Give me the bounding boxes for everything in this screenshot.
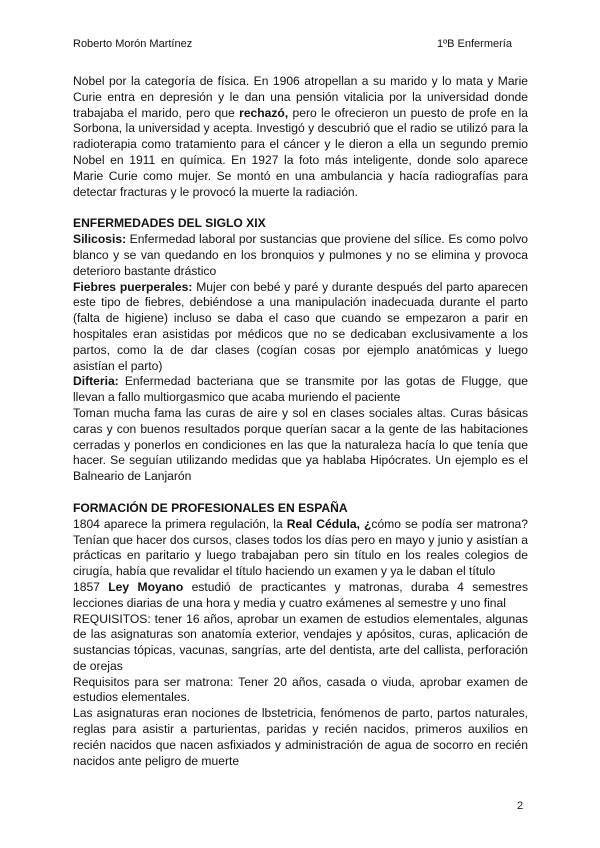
ley-moyano-bold: Ley Moyano <box>108 579 184 594</box>
intro-paragraph <box>73 74 528 200</box>
fiebres-text: Mujer con bebé y paré y durante después del parto aparecen este tipo de fiebres, debiéndose a una manipulación inadecuada durante el parto (falta de higiene) incluso se daba el caso que cuando se empezaron a parir en hospitales eran asistidas por médicos que no se dedicaban exclusivamente a los partos, como la de dar clases (cogían cosas por ejemplo anatómicas y luego asistían el parto) <box>73 279 528 373</box>
fiebres-paragraph <box>73 280 528 375</box>
asignaturas-paragraph: Las asignaturas eran nociones de lbstetricia, fenómenos de parto, partos naturales, reglas para asistir a parturientas, paridas y recién nacidos, primeros auxilios en recién nacidos que nacen asfixiados y administración de agua de socorro en recién nacidos ante peligro de muerte <box>73 706 528 768</box>
ley-moyano-text-a: 1857 <box>73 579 109 594</box>
page-number: 2 <box>517 800 524 812</box>
real-cedula-bold: Real Cédula, ¿ <box>286 516 372 531</box>
silicosis-paragraph <box>73 232 528 279</box>
spacer <box>73 200 528 216</box>
header-author: Roberto Morón Martínez <box>73 38 193 50</box>
intro-text-a: Nobel por la categoría de física. En 1906 atropellan a su marido y lo mata y Marie Curie entra en depresión y le dan una pensión vitalicia por la universidad donde trabajaba el marido, pero que <box>73 74 528 120</box>
difteria-label: Difteria: <box>73 374 119 389</box>
silicosis-text: Enfermedad laboral por sustancias que proviene del sílice. Es como polvo blanco y se van quedando en los bronquios y pulmones y no se elimina y provoca deterioro bastante drástico <box>73 232 528 278</box>
real-cedula-paragraph <box>73 517 528 580</box>
spacer <box>73 485 528 501</box>
ley-moyano-text-b: estudió de practicantes y matronas, duraba 4 semestres lecciones diarias de una hora y media y cuatro exámenes al semestre y uno final <box>73 579 528 610</box>
requisitos-paragraph: REQUISITOS: tener 16 años, aprobar un examen de estudios elementales, algunas de las asignaturas son anatomía exterior, vendajes y apósitos, curas, aplicación de sustancias tópicas, vacunas, sangrías, arte del dentista, arte del callista, perforación de orejas <box>73 611 528 673</box>
ley-moyano-paragraph <box>73 580 528 612</box>
section-title-enfermedades: ENFERMEDADES DEL SIGLO XIX <box>73 216 266 231</box>
matrona-requisitos-paragraph: Requisitos para ser matrona: Tener 20 años, casada o viuda, aprobar examen de estudios elementales. <box>73 674 528 705</box>
silicosis-label: Silicosis: <box>73 232 127 247</box>
fiebres-label: Fiebres puerperales: <box>73 279 193 294</box>
curas-paragraph: Toman mucha fama las curas de aire y sol en clases sociales altas. Curas básicas caras y con buenos resultados porque querían sacar a la gente de las habitaciones cerradas y ponerlos en condiciones en las que la naturaleza hacía lo que tenía que hacer. Se seguían utilizando medidas que ya hablaba Hipócrates. Un ejemplo es el Balneario de Lanjarón <box>73 405 528 484</box>
header-course: 1ºB Enfermería <box>437 38 512 50</box>
document-body <box>73 74 528 769</box>
real-cedula-text-a: 1804 aparece la primera regulación, la <box>73 516 287 531</box>
real-cedula-text-b: cómo se podía ser matrona? Tenían que hacer dos cursos, clases todos los días pero en mayo y junio y asistían a prácticas en paritario y luego trabajaban pero sin título en los reales colegios de cirugía, había que revalidar el título haciendo un examen y ya le daban el título <box>73 516 528 579</box>
difteria-paragraph <box>73 374 528 406</box>
section-title-formacion: FORMACIÓN DE PROFESIONALES EN ESPAÑA <box>73 500 348 515</box>
difteria-text: Enfermedad bacteriana que se transmite por las gotas de Flugge, que llevan a fallo multiorgasmico que acaba muriendo el paciente <box>73 374 528 405</box>
intro-bold: rechazó, <box>239 105 289 120</box>
intro-text-b: pero le ofrecieron un puesto de profe en la Sorbona, la universidad y acepta. Investigó y descubrió que el radio se utilizó para la radioterapia como tratamiento para el cáncer y le dieron a ella un segundo premio Nobel en 1911 en química. En 1927 la foto más inteligente, donde solo aparece Marie Curie como mujer. Se montó en una ambulancia y hacía radiografías para detectar fracturas y le provocó la muerte la radiación. <box>73 105 529 199</box>
